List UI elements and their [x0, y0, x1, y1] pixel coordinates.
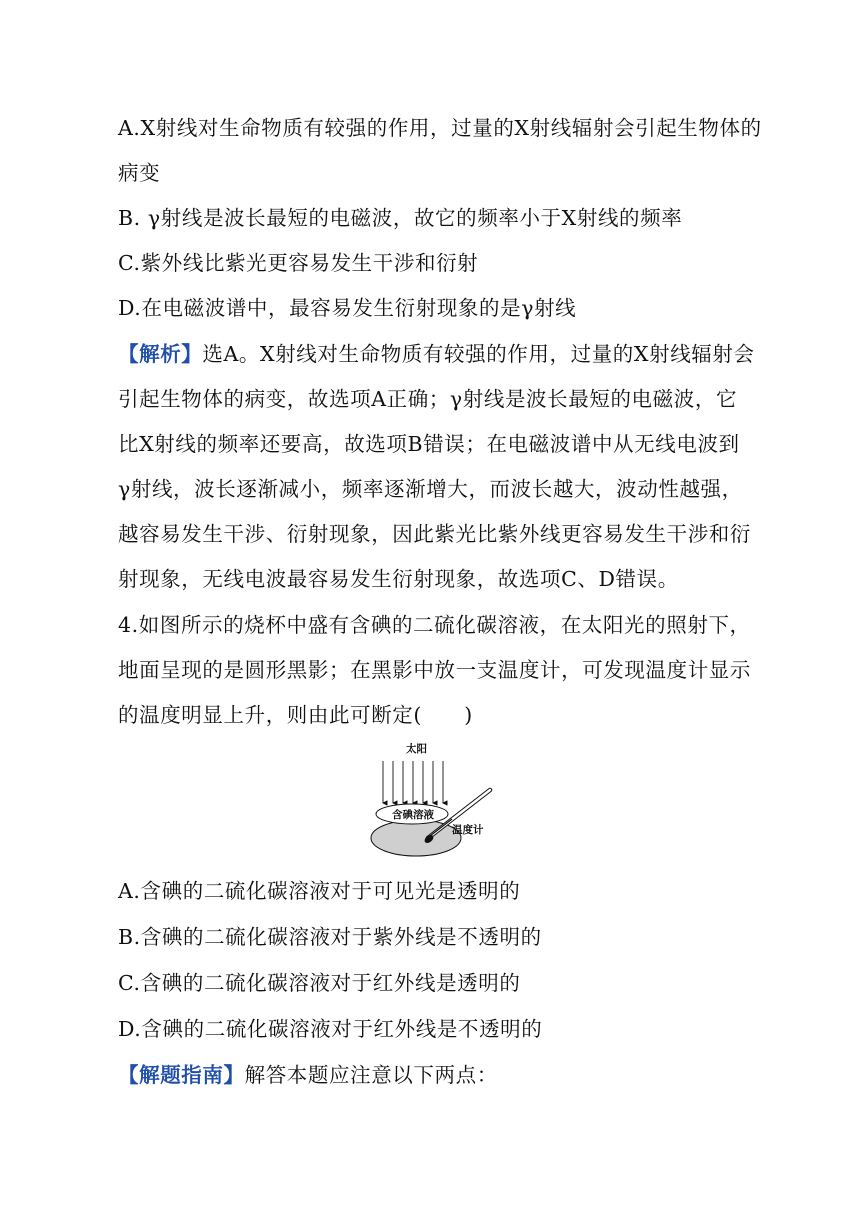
- q3-analysis-line4: γ射线，波长逐渐减小，频率逐渐增大，而波长越大，波动性越强，: [118, 477, 743, 501]
- guide-text: 解答本题应注意以下两点：: [244, 1063, 498, 1087]
- q3-analysis-line2: 引起生物体的病变，故选项A正确；γ射线是波长最短的电磁波，它: [118, 387, 738, 411]
- sun-label: 太阳: [406, 743, 427, 755]
- q3-option-a-line1: A.X射线对生命物质有较强的作用，过量的X射线辐射会引起生物体的: [118, 116, 762, 140]
- q4-stem-line3: 的温度明显上升，则由此可断定( ): [118, 703, 473, 727]
- q4-stem-line1: 4.如图所示的烧杯中盛有含碘的二硫化碳溶液，在太阳光的照射下，: [118, 613, 751, 637]
- q3-option-a-line2: 病变: [118, 161, 161, 185]
- guide-tag: 【解题指南】: [118, 1063, 245, 1087]
- q3-option-d: D.在电磁波谱中，最容易发生衍射现象的是γ射线: [118, 296, 577, 320]
- q3-analysis-line5: 越容易发生干涉、衍射现象，因此紫光比紫外线更容易发生干涉和衍: [118, 522, 751, 546]
- q3-option-b: B. γ射线是波长最短的电磁波，故它的频率小于X射线的频率: [118, 206, 683, 230]
- beaker-figure: [370, 735, 500, 860]
- q3-analysis-line1: [118, 339, 755, 369]
- analysis-text: 选A。X射线对生命物质有较强的作用，过量的X射线辐射会: [202, 342, 755, 366]
- thermometer-label: 温度计: [452, 824, 484, 836]
- q4-guide-line: [118, 1060, 498, 1090]
- solution-label: 含碘溶液: [392, 809, 434, 821]
- q3-analysis-line3: 比X射线的频率还要高，故选项B错误；在电磁波谱中从无线电波到: [118, 432, 740, 456]
- analysis-tag: 【解析】: [118, 342, 203, 366]
- q4-option-d: D.含碘的二硫化碳溶液对于红外线是不透明的: [118, 1017, 543, 1041]
- q4-option-b: B.含碘的二硫化碳溶液对于紫外线是不透明的: [118, 925, 542, 949]
- q3-option-c: C.紫外线比紫光更容易发生干涉和衍射: [118, 251, 479, 275]
- sunlight-rays: [383, 761, 443, 803]
- q4-stem-line2: 地面呈现的是圆形黑影；在黑影中放一支温度计，可发现温度计显示: [118, 658, 751, 682]
- q4-option-c: C.含碘的二硫化碳溶液对于红外线是透明的: [118, 971, 521, 995]
- beaker-diagram: [370, 735, 500, 860]
- q3-analysis-line6: 射现象，无线电波最容易发生衍射现象，故选项C、D错误。: [118, 567, 679, 591]
- q4-option-a: A.含碘的二硫化碳溶液对于可见光是透明的: [118, 879, 521, 903]
